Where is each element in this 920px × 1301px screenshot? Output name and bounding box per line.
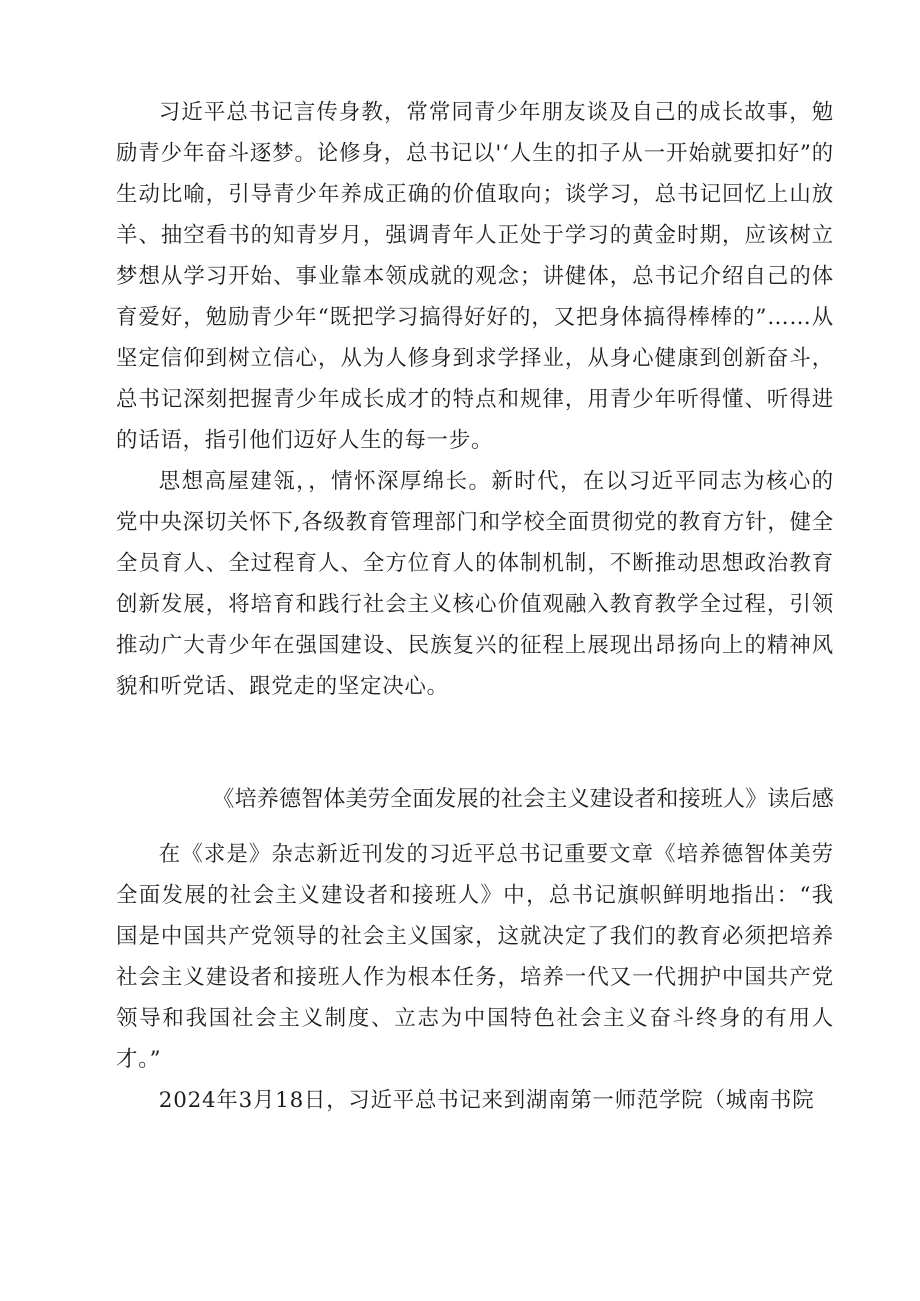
section-heading: 《培养德智体美劳全面发展的社会主义建设者和接班人》读后感	[212, 787, 834, 812]
body-paragraph: 2024年3月18日，习近平总书记来到湖南第一师范学院（城南书院	[158, 1088, 815, 1113]
body-paragraph: 思想高屋建瓴，，情怀深厚绵长。新时代，在以习近平同志为核心的党中央深切关怀下,各级教育管理部门和学校全面贯彻党的教育方针，健全全员育人、全过程育人、全方位育人的体制机制，不断推动思想政治教育创新发展，将培育和践行社会主义核心价值观融入教育教学全过程，引领推动广大青少年在强国建设、民族复兴的征程上展现出昂扬向上的精神风貌和听党话、跟党走的坚定决心。	[116, 469, 834, 699]
body-paragraph: 习近平总书记言传身教，常常同青少年朋友谈及自己的成长故事，勉励青少年奋斗逐梦。论修身，总书记以'‘人生的扣子从一开始就要扣好”的生动比喻，引导青少年养成正确的价值取向；谈学习，总书记回忆上山放羊、抽空看书的知青岁月，强调青年人正处于学习的黄金时期，应该树立梦想从学习开始、事业靠本领成就的观念；讲健体，总书记介绍自己的体育爱好，勉励青少年“既把学习搞得好好的，又把身体搞得棒棒的”……从坚定信仰到树立信心，从为人修身到求学择业，从身心健康到创新奋斗，总书记深刻把握青少年成长成才的特点和规律，用青少年听得懂、听得进的话语，指引他们迈好人生的每一步。	[116, 100, 834, 453]
document-body	[116, 92, 834, 1121]
body-paragraph: 在《求是》杂志新近刊发的习近平总书记重要文章《培养德智体美劳全面发展的社会主义建设者和接班人》中，总书记旗帜鲜明地指出：“我国是中国共产党领导的社会主义国家，这就决定了我们的教育必须把培养社会主义建设者和接班人作为根本任务，培养一代又一代拥护中国共产党领导和我国社会主义制度、立志为中国特色社会主义奋斗终身的有用人才。”	[116, 842, 834, 1072]
